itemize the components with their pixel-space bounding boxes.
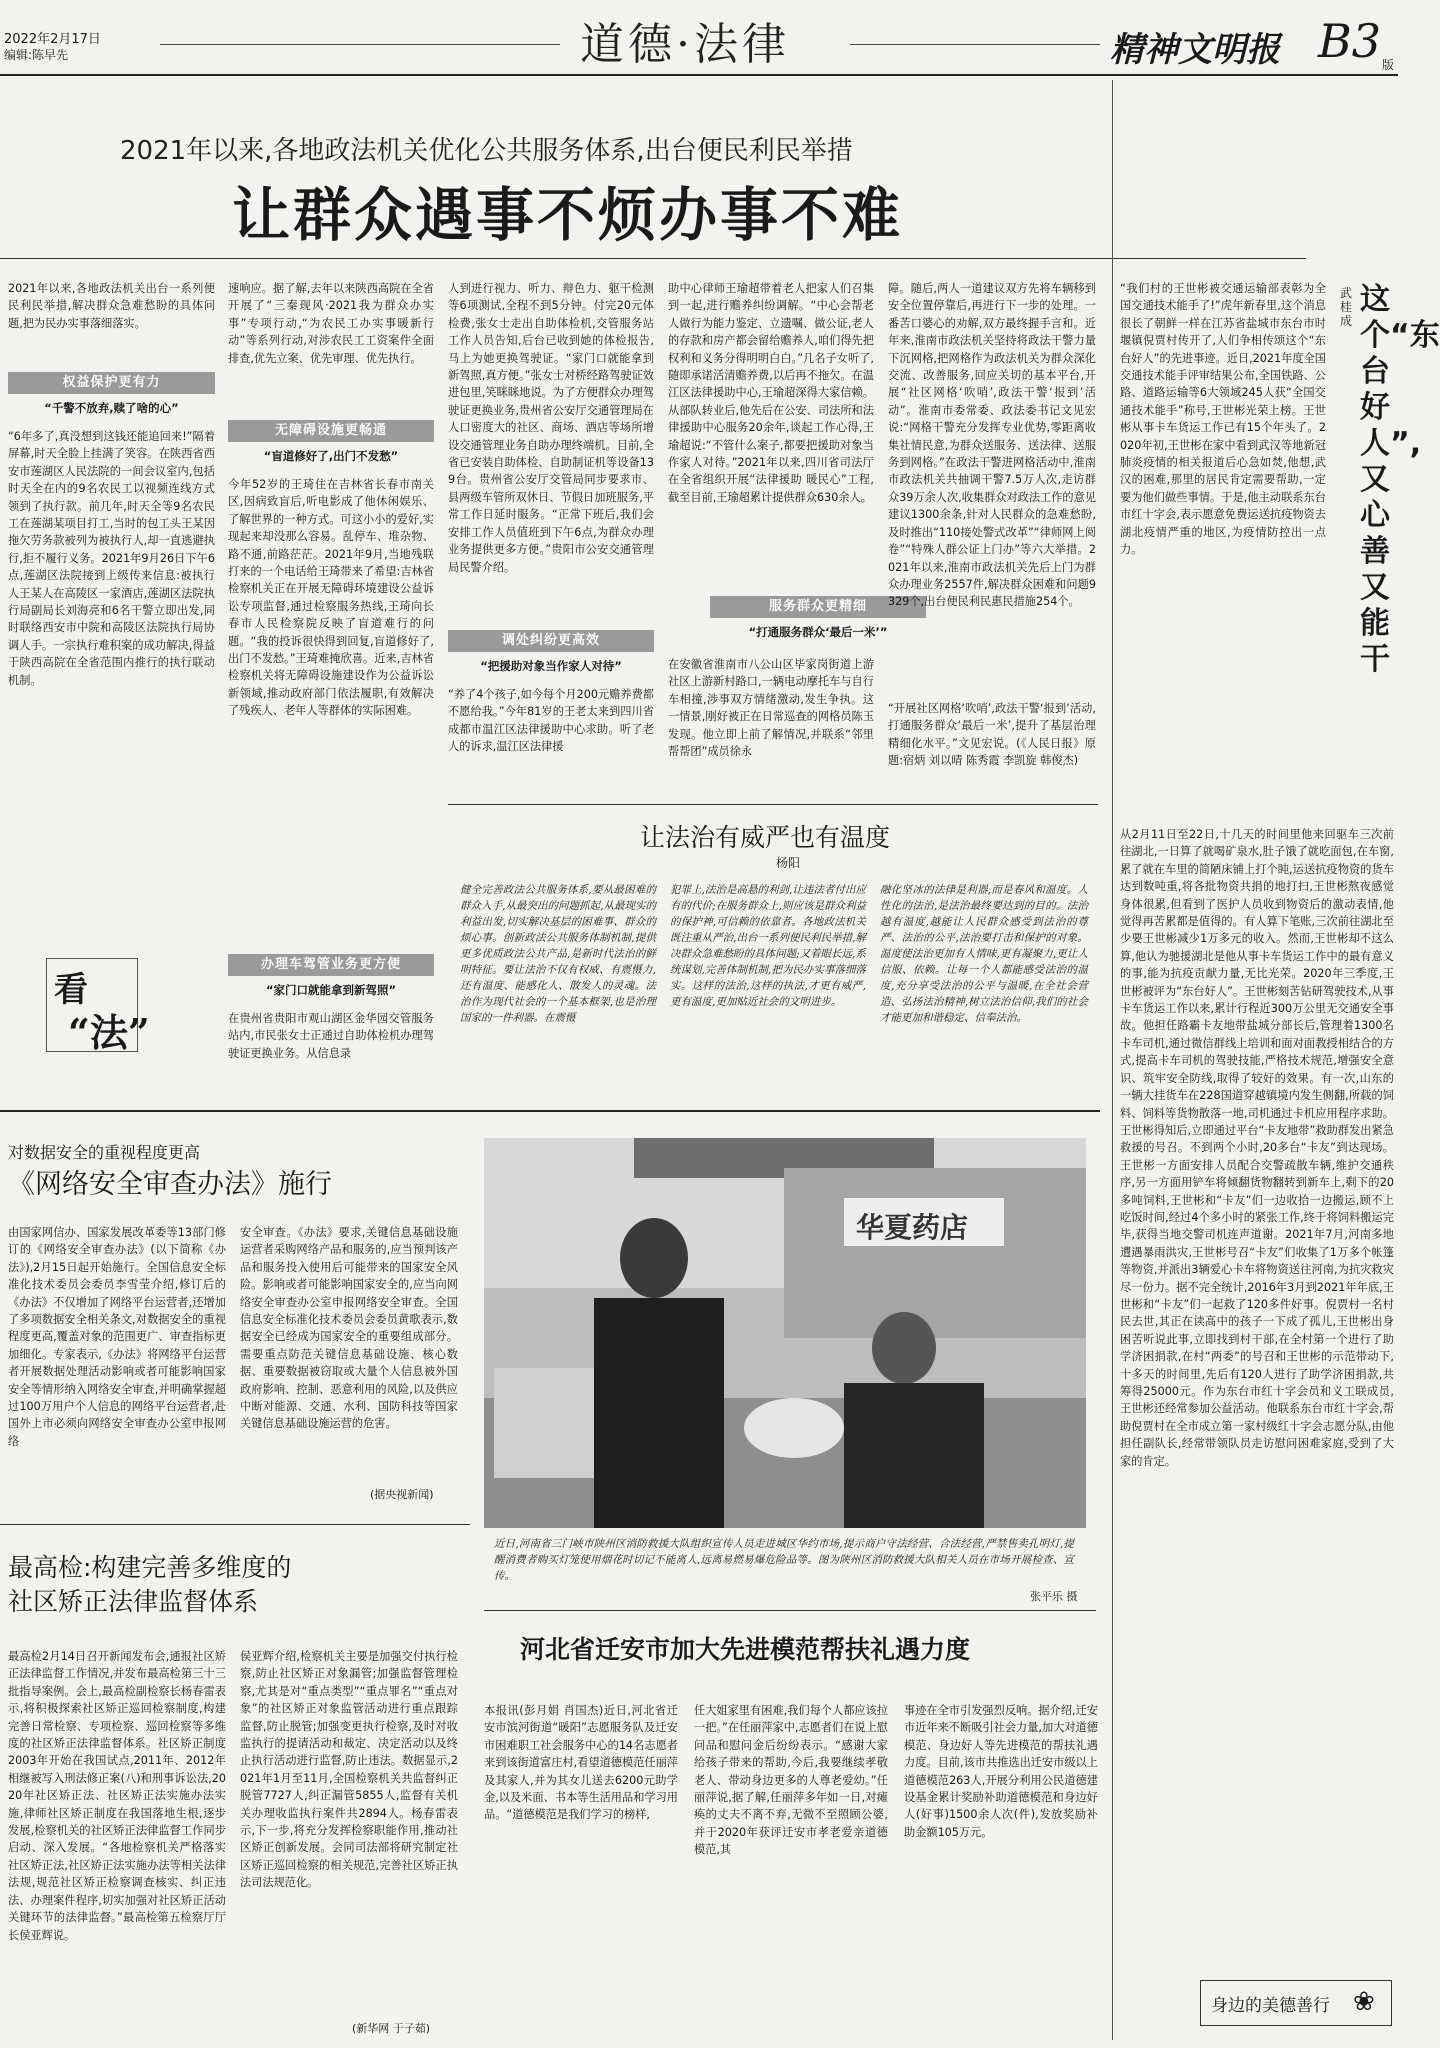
subquote-service: “打通服务群众‘最后一米’” [748,625,888,639]
main-bottom-rule [0,1110,1100,1112]
subquote-vehicle: “家门口就能拿到新驾照” [265,983,397,997]
masthead-logo: 精神文明报 [1110,30,1280,70]
jiancha-credit: (新华网 于子茹) [352,2022,431,2035]
commentary-col3: 融化坚冰的法律是利器,而是春风和温度。人性化的法治,是法治最终要达到的目的。法治越有温度,越能让人民群众感受到法治的尊严、法治的公平,法治要打击和保护的对象。温度使法治更加有人情味,更有凝聚力,更让人信服、依赖。让每一个人都能感受法治的温度,充分享受法治的公平与温暖,在全社会营造、弘扬法治精神,树立法治信仰,我们的社会才能更加和谐稳定、信奉法治。 [880,884,1088,1024]
commentary-title: 让法治有威严也有温度 [640,823,891,852]
photo-scene [484,1138,1086,1528]
main-col2-vehicle: 在贵州省贵阳市观山湖区金华园交管服务站内,市民张女士正通过自助体检机办理驾驶证更换业务。从信息录 [228,1012,434,1060]
cyber-bottom-rule [0,1524,470,1525]
photo-vendor-body [844,1383,984,1528]
photo-officer-body [594,1298,724,1528]
commentary-col2: 犯罪上,法治是高悬的利剑,让违法者付出应有的代价;在服务群众上,则应该是群众利益的保护神,可信赖的依靠者。各地政法机关既注重从严治,出台一系列便民利民举措,解决群众急难愁盼的具体问题;又着眼长远,系统谋划,完善体制机制,把为民办实事落细落实。这样的法治,这样的执法,才更有威严,更有温度,更加贴近社会的文明进步。 [670,884,866,1008]
cyber-col1: 由国家网信办、国家发展改革委等13部门修订的《网络安全审查办法》(以下简称《办法》),2月15日起开始施行。全国信息安全标准化技术委员会委员李雪莹介绍,修订后的《办法》不仅增加了网络平台运营者,还增加了多项数据安全相关条文,对数据安全的重视程度更高,覆盖对象的范围更广、审查指标更加细化。专家表示,《办法》将网络平台运营者开展数据处理活动影响或者可能影响国家安全等情形纳入网络安全审查,并明确掌握超过100万用户个人信息的网络平台运营者,赴国外上市必须向网络安全审查办公室申报网络 [8,1226,226,1448]
hebei-top-rule [484,1610,1096,1611]
news-photo [484,1138,1086,1528]
hebei-col3: 事迹在全市引发强烈反响。据介绍,迁安市近年来不断吸引社会力量,加大对道德模范、身边好人等先进模范的帮扶礼遇力度。目前,该市共推选出迁安市级以上道德模范263人,开展分利用公民道德建设基金累计奖励补助道德模范和身边好人(好事)1500余人次(件),发放奖励补助金额105万元。 [904,1704,1098,1839]
sidebar-footer-box [1200,1980,1392,2026]
main-col1-intro: 2021年以来,各地政法机关出台一系列便民利民举措,解决群众急难愁盼的具体问题,把为民办实事落细落实。 [8,282,215,330]
hebei-col2: 任大姐家里有困难,我们每个人都应该拉一把。”在任丽萍家中,志愿者们在说上慰问品和慰问金后纷纷表示。“感谢大家给孩子带来的帮助,今后,我要继续孝敬老人、带动身边更多的人尊老爱幼。”任丽萍说,据了解,任丽萍多年如一日,对瘫痪的丈夫不离不弃,无微不至照顾公婆,并于2020年获评迁安市孝老爱亲道德模范,其 [694,1704,888,1857]
subquote-rights: “千警不放弃,赎了啥的心” [44,401,179,415]
kanfa-kan: 看 [54,970,88,1010]
hebei-col1: 本报讯(彭月娟 肖国杰)近日,河北省迁安市滨河街道“暖阳”志愿服务队及迁安市困难职工社会服务中心的14名志愿者来到该街道富庄村,看望道德模范任丽萍及其家人,并为其女儿送去6200元助学金,以及米面、书本等生活用品和学习用品。“道德模范是我们学习的榜样, [484,1704,678,1822]
kanfa-fa: “法” [68,1010,150,1055]
page-suffix: 版 [1382,58,1395,72]
jiancha-col2: 侯亚辉介绍,检察机关主要是加强交付执行检察,防止社区矫正对象漏管;加强监督管理检察,尤其是对“重点类型”“重点罪名”“重点对象”的社区矫正对象监管活动进行重点跟踪监督,防止脱管;加强变更执行检察,及时对收监执行的提请活动和裁定、决定活动以及终止执行活动进行监督,防止违法。数据显示,2021年1月至11月,全国检察机关共监督纠正脱管7727人,纠正漏管5855人,监督有关机关办理收监执行案件共2894人。杨春雷表示,下一步,将充分发挥检察职能作用,推动社区矫正创新发展。会同司法部将研究制定社区矫正巡回检察的相关规范,完善社区矫正执法司法规范化。 [240,1650,458,1890]
subquote-dispute: “把援助对象当作家人对待” [480,659,622,673]
jiancha-title-2: 社区矫正法律监督体系 [8,1587,259,1616]
sidebar-author: 武桂成 [1340,286,1353,328]
jiancha-title-1: 最高检:构建完善多维度的 [8,1553,292,1582]
sidebar-col1: “我们村的王世彬被交通运输部表彰为全国交通技术能手了!”虎年新春里,这个消息很长了朝鲜一样在江苏省盐城市东台市时堰镇倪贾村传开了,人们争相传颂这个“东台好人”的先进事迹。近日,2021年度全国交通技术能手评审结果公布,全国铁路、公路、道路运输等6大领域245人获“全国交通技术能手”称号,王世彬光荣上榜。王世彬从事卡车货运工作已有15个年头了。2020年初,王世彬在家中看到武汉等地新冠肺炎疫情的相关报道后心急如焚,他想,武汉的困难,那里的居民肯定需要帮助,一定要为他们做些事情。于是,他主动联系东台市红十字会,表示愿意免费运送抗疫物资去湖北疫情严重的地区,为疫情防控出一点力。 [1120,282,1326,557]
cyber-col2: 安全审查。《办法》要求,关键信息基础设施运营者采购网络产品和服务的,应当预判该产品和服务投入使用后可能带来的国家安全风险。影响或者可能影响国家安全的,应当向网络安全审查办公室申报网络安全审查。全国信息安全标准化技术委员会委员黄歌表示,数据安全已经成为国家安全的重要组成部分。需要重点防范关键信息基础设施、核心数据、重要数据被窃取或大量个人信息被外国政府影响、控制、恶意利用的风险,以及供应中断对能源、交通、水利、国防科技等国家关键信息基础设施运营的危害。 [240,1226,458,1431]
jiancha-col1: 最高检2月14日召开新闻发布会,通报社区矫正法律监督工作情况,并发布最高检第三十三批指导案例。会上,最高检副检察长杨春雷表示,将积极探索社区矫正巡回检察制度,构建完善日常检察、专项检察、巡回检察等多维度的社区矫正法律监督体系。社区矫正制度2003年开始在我国试点,2011年、2012年相继被写入刑法修正案(八)和刑事诉讼法,2020年社区矫正法、社区矫正法实施办法实施,律师社区矫正制度在我国落地生根,逐步发展,检察机关的社区矫正法律监督工作同步启动、深入发展。“各地检察机关严格落实社区矫正法,社区矫正法实施办法等相关法律法规,规范社区矫正检察调查核实、纠正违法、办理案件程序,切实加强对社区矫正活动关键环节的法律监督。”最高检第五检察厅厅长侯亚辉说。 [8,1650,226,1942]
main-col3-top: 人到进行视力、听力、辩色力、躯干检测等6项测试,全程不到5分钟。付完20元体检费,张女士走出自助体检机,交管服务站工作人员告知,后台已收到她的体检报告,马上为她更换驾驶证。“家门口就能拿到新驾照,真方便。”张女士对桥经路驾驶证效进包里,笑眯眯地说。为了方便群众办理驾驶证更换业务,贵州省公安厅交通管理局在人口密度大的社区、商场、酒店等场所增设交通管理业务自助办理终端机。目前,全省已安装自助体检、自助制证机等设备139台。贵州省公安厅交管局同步要求市、县两级车管所双休日、节假日加班服务,平常工作日延时服务。“正常下班后,我们会安排工作人员值班到下午6点,为群众办理业务提供更多方便。”贵阳市公安交通管理局民警介绍。 [448,282,654,574]
subhead-rights: 权益保护更有力 [8,372,215,394]
commentary-author: 杨阳 [776,856,801,870]
photo-caption: 近日,河南省三门峡市陕州区消防救援大队组织宣传人员走进城区华约市场,提示商户守法经营、合法经营,严禁售卖孔明灯,提醒消费者购买灯笼使用烟花时切记不能离人,远离易燃易爆危险品等。图为陕州区消防救援大队相关人员在市场开展检查、宣传。 [494,1538,1074,1582]
commentary-col1: 健全完善政法公共服务体系,要从最困难的群众入手,从最突出的问题抓起,从最现实的利益出发,切实解决基层的困难事、群众的烦心事。创新政法公共服务体制机制,提供更多优质政法公共产品,是新时代法治的鲜明特征。要让法治不仅有权威、有震慑力,还有温度、能感化人、散发人的灵魂。法治作为现代社会的一个基本框架,也是治理国家的一件利器。在震慑 [460,884,656,1024]
header-right-rule [850,44,1100,45]
subhead-service: 服务群众更精细 [710,596,926,618]
header-left-rule [160,44,560,45]
kanfa-emblem [28,958,178,1058]
sidebar-col2: 从2月11日至22日,十几天的时间里他来回驱车三次前往湖北,一日算了就喝矿泉水,肚子饿了就吃面包,在车窗,累了就在车里的简陋床铺上打个盹,运送抗疫物资的货车达到数吨重,将各批物资共捐的地打扫,王世彬熬夜感觉身体很累,但看到了医护人员收到物资后的激动表情,他觉得再苦累都是值得的。有人算下笔账,三次前往湖北至少要王世彬减少1万多元的收入。然而,王世彬却不这么算,他认为驰援湖北是他从事卡车货运工作中的最有意义的事,能为抗疫贡献力量,无比光荣。2020年三季度,王世彬被评为“东台好人”。王世彬刻苦钻研驾驶技术,从事卡车货运工作以来,累计行程近300万公里无交通安全事故。他担任路霸卡友地带盐城分部长后,管理着1300名卡车司机,通过微信群线上培训和面对面教授相结合的方式,提高卡车司机的驾驶技能,严格技术规范,增强安全意识、筑牢安全防线,取得了较好的效果。有一次,山东的一辆大挂货车在228国道穿越镇境内发生侧翻,所载的饲料、饲料等货物散落一地,司机通过卡机应用程序求助。王世彬得知后,立即通过平台“卡友地带”救助群发出紧急救援的号召。不到两个小时,20多台“卡友”到达现场。王世彬一方面安排人员配合交警疏散车辆,维护交通秩序,另一方面用铲车将倾翻货物翻转到新车上,剩下的20多吨饲料,王世彬和“卡友”们一边收拾一边搬运,顾不上吃饭时间,经过4个多小时的紧张工作,终于将饲料搬运完毕,获得当地交警司机连声道谢。2021年7月,河南多地遭遇暴雨洪灾,王世彬号召“卡友”们收集了1万多个帐篷等物资,并派出3辆爱心卡车将物资送往河南,为抗灾救灾尽一份力。据不完全统计,2016年3月到2021年年底,王世彬和“卡友”们一起救了120多件好事。倪贾村一名村民去世,其正在读高中的孩子一下成了孤儿,王世彬出身困苦听说此事,立即找到村干部,在全村第一个进行了助学济困捐款,在村“两委”的号召和王世彬的示范带动下,十多天的时间里,先后有120人进行了助学济困捐款,共筹得25000元。作为东台市红十字会员和义工联成员,王世彬还经常参加公益活动。他联系东台市红十字会,帮助倪贾村在全市成立第一家村级红十字会志愿分队,由他担任副队长,经常带领队员走访慰问困难家庭,受到了大家的肯定。 [1120,828,1394,1468]
commentary-top-rule [448,804,1098,805]
cyber-kicker: 对数据安全的重视程度更高 [8,1143,201,1162]
main-col4-body: 在安徽省淮南市八公山区毕家岗街道上游社区上游新村路口,一辆电动摩托车与自行车相撞,涉事双方情绪激动,发生争执。这一情景,刚好被正在日常巡查的网格员陈玉发现。他立即上前了解情况,并联系“邻里帮帮团”成员徐永 [668,658,874,759]
subhead-dispute: 调处纠纷更高效 [448,630,654,652]
photo-officer-head [620,1218,688,1298]
flower-icon: ❀ [1353,1987,1375,2017]
cyber-title: 《网络安全审查办法》施行 [8,1169,332,1200]
subhead-vehicle: 办理车驾管业务更方便 [228,954,434,976]
main-col4-top: 助中心律师王瑜超带着老人把家人们召集到一起,进行赡养纠纷调解。“中心会帮老人做行为能力鉴定、立遗嘱、做公证,老人的存款和房产都会留给赡养人,咱们得先把权利和义务分得明明白白。”几名子女听了,随即承诺活清赡养费,以后再不拖欠。在温江区法律援助中心,王瑜超深得大家信赖。从部队转业后,他先后在公安、司法所和法律援助中心服务20余年,谈起工作心得,王瑜超说:“不管什么案子,都要把援助对象当作家人对待。”2021年以来,四川省司法厅在全省组织开展“法律援助 暖民心”工程,截至目前,王瑜超累计提供群众630余人。 [668,282,874,504]
editor-name: 编辑:陈早先 [4,48,69,62]
header-bottom-rule [0,74,1398,76]
section-title: 道德·法律 [580,19,790,70]
photo-credit: 张平乐 摄 [1030,1590,1078,1603]
sidebar-divider [1112,80,1113,2040]
photo-shopfront [784,1168,1086,1338]
sidebar-footer: 身边的美德善行 [1211,1996,1330,2016]
main-title-rule [0,258,1306,259]
subhead-barrier-free: 无障碍设施更畅通 [228,420,434,442]
hebei-title: 河北省迁安市加大先进模范帮扶礼遇力度 [520,1635,971,1664]
photo-shop-sign: 华夏药店 [856,1211,969,1244]
issue-date: 2022年2月17日 [4,32,101,47]
page-number: B3 [1318,14,1382,68]
main-col5-body: “开展社区网格‘吹哨’,政法干警‘报到’活动,打通服务群众‘最后一米’,提升了基层治理精细化水平。”文见宏说。(《人民日报》原题:宿炳 刘以晴 陈秀霞 李凯旋 韩俊杰) [888,702,1096,768]
photo-vendor-head [872,1312,936,1384]
main-col5-top: 障。随后,两人一道建议双方先将车辆移到安全位置停靠后,再进行下一步的处理。一番苦口婆心的劝解,双方最终握手言和。近年来,淮南市政法机关坚持将政法干警力量下沉网格,把网格作为政法机关为群众深化交流、改善服务,回应关切的基本平台,开展“社区网格‘吹哨’,政法干警‘报到’活动”。淮南市委常委、政法委书记文见宏说:“网格干警充分发挥专业优势,零距离收集社情民意,为群众送服务、送法律、送服务到网格。”在政法干警进网格活动中,淮南市政法机关共抽调干警7.5万人次,走访群众39万余人次,收集群众对政法工作的意见建议1300余条,针对人民群众的急难愁盼,及时推出“110接处警式改革”“律师网上阅卷”“特殊人群公证上门办”等六大举措。2021年以来,淮南市政法机关先后上门为群众办理业务2557件,解决群众困难和问题9329个,出台便民利民惠民措施254个。 [888,282,1096,609]
main-col3-body: “养了4个孩子,如今每个月200元赡养费都不愿给我。”今年81岁的王老太来到四川省成都市温江区法律援助中心求助。听了老人的诉求,温江区法律援 [448,688,654,754]
sidebar-title: 这个“东台好人”,又心善又能干 [1360,282,1440,677]
main-title: 让群众遇事不烦办事不难 [232,181,904,249]
main-col2-body: 今年52岁的王琦住在吉林省长春市南关区,因病致盲后,听电影成了他休闲娱乐、了解世界的一种方式。可这小小的爱好,实现起来却没那么容易。乱停车、堆杂物、路不通,前路茫茫。2021年9月,当地残联打来的一个电话给王琦带来了希望:吉林省检察机关正在开展无障碍环境建设公益诉讼专项监督,通过检察服务热线,王琦向长春市人民检察院反映了盲道难行的问题。“我的投诉很快得到回复,盲道修好了,出门不发愁。”王琦难掩欣喜。近来,吉林省检察机关将无障碍设施建设作为公益诉讼新领域,推动政府部门依法履职,有效解决了残疾人、老年人等群体的实际困难。 [228,478,434,718]
main-kicker: 2021年以来,各地政法机关优化公共服务体系,出台便民利民举措 [120,136,853,166]
subquote-barrier-free: “盲道修好了,出门不发愁” [263,449,399,463]
main-col2-top: 速响应。据了解,去年以来陕西高院在全省开展了“三秦现风·2021我为群众办实事”专项行动,“为农民工办实事暖新行动”等系列行动,对涉农民工工资案件全面排查,优先立案、优先审理、优先执行。 [228,282,434,365]
main-col1-body: “6年多了,真没想到这钱还能追回来!”隔着屏幕,时天全脸上挂满了笑容。在陕西省西安市莲湖区人民法院的一间会议室内,包括时天全在内的9名农民工以视频连线方式领到了执行款。前几年,时天全等9名农民工在莲湖某项目打工,当时的包工头王某因拖欠劳务款被列为被执行人,却一直逃避执行,拒不履行义务。2021年9月26日下午6点,莲湖区法院接到上级传来信息:被执行人王某人在高陵区一家酒店,莲湖区法院执行局副局长刘海亮和6名干警立即出发,同时联络西安市中院和高陵区法院执行局协调人手。一宗执行难积案的成功解决,得益于陕西高院在全省范围内推行的执行联动机制。 [8,430,215,687]
photo-lantern [744,1398,844,1458]
cyber-credit: (据央视新闻) [370,1488,434,1501]
